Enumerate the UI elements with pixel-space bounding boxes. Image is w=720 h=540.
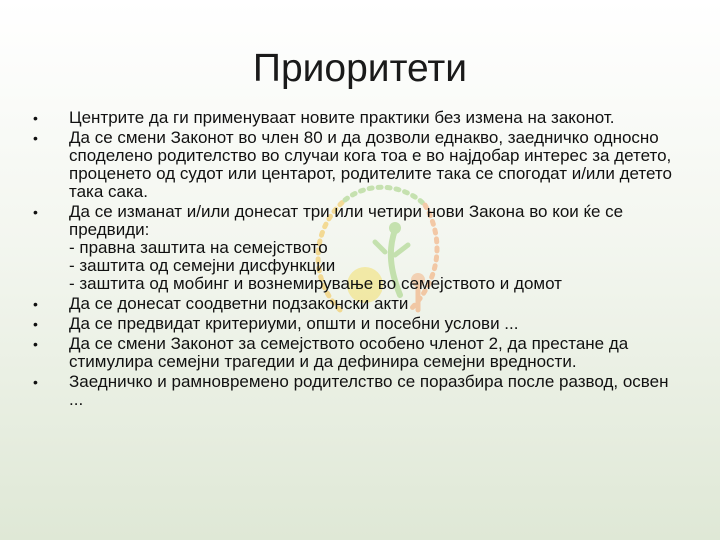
- bullet-dot: •: [33, 316, 38, 332]
- bullet-text: Да се смени Законот за семејството особено членот 2, да престане да стимулира семејни трагедии и да дефинира семејни вредности.: [69, 334, 629, 371]
- sub-item: - заштита од мобинг и вознемирување во семејството и домот: [69, 274, 562, 293]
- bullet-item: [33, 295, 673, 313]
- bullet-dot: •: [33, 110, 38, 126]
- bullet-dot: •: [33, 374, 38, 390]
- bullet-item: [33, 373, 673, 409]
- slide-title: Приоритети: [252, 47, 468, 90]
- bullet-text: Да се смени Законот во член 80 и да дозволи еднакво, заедничко односно споделено родителство во случаи кога тоа е во најдобар интерес за детето, проценето од судот или центарот, родителите така се спогодат и/или детето така сака.: [69, 128, 672, 201]
- bullet-item: [33, 335, 673, 371]
- bullet-list: [33, 109, 673, 409]
- bullet-dot: •: [33, 296, 38, 312]
- bullet-dot: •: [33, 130, 38, 146]
- bullet-text: Да се донесат соодветни подзаконски акти: [69, 294, 409, 313]
- bullet-item: [33, 109, 673, 127]
- sub-item: - заштита од семејни дисфункции: [69, 256, 336, 275]
- bullet-dot: •: [33, 204, 38, 220]
- bullet-dot: •: [33, 336, 38, 352]
- bullet-text: Заедничко и рамновремено родителство се поразбира после развод, освен ...: [69, 372, 669, 409]
- bullet-text: Да се изманат и/или донесат три или четири нови Закона во кои ќе се предвиди:: [69, 202, 624, 239]
- sub-item: - правна заштита на семејството: [69, 238, 328, 257]
- bullet-item: [33, 129, 673, 201]
- bullet-item: [33, 203, 673, 293]
- bullet-text: Центрите да ги применуваат новите практики без измена на законот.: [69, 108, 615, 127]
- bullet-text: Да се предвидат критериуми, општи и посебни услови ...: [69, 314, 519, 333]
- bullet-item: [33, 315, 673, 333]
